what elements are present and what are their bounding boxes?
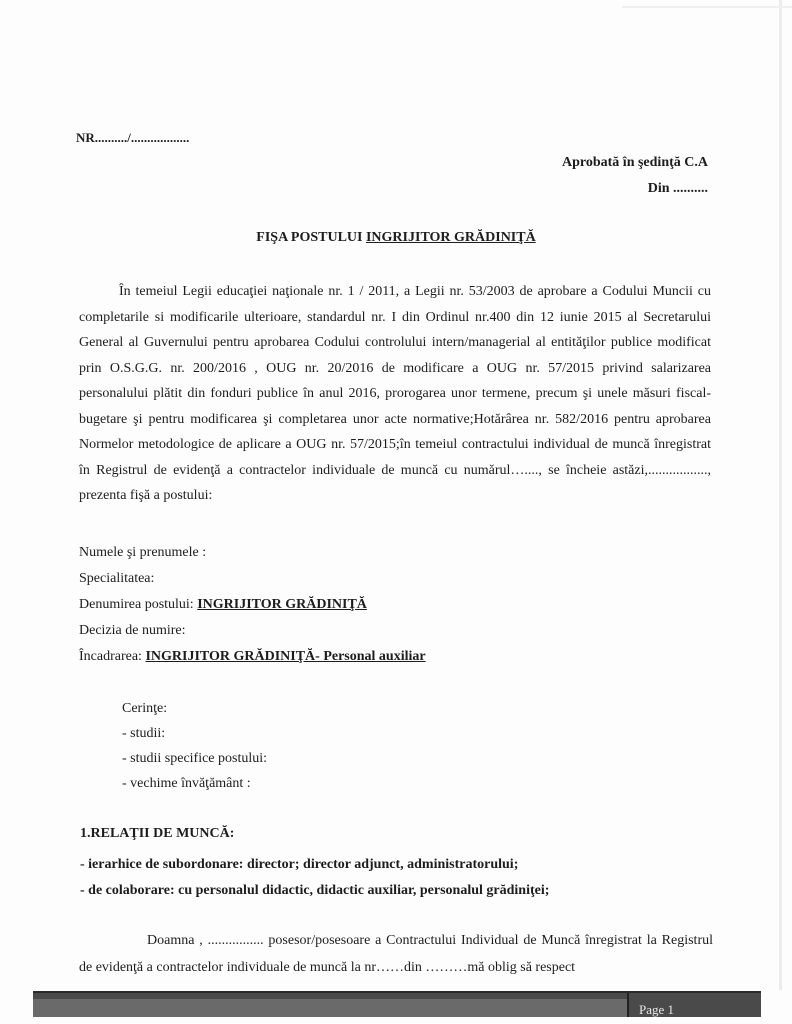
title-prefix: FIŞA POSTULUI: [256, 230, 366, 245]
hierarchical-relations: - ierarhice de subordonare: director; director adjunct, administratorului;: [80, 857, 519, 872]
collaboration-relations: - de colaborare: cu personalul didactic, didactic auxiliar, personalul grădiniţei;: [80, 883, 550, 898]
document-title: [0, 230, 792, 246]
requirement-item: - studii specifice postului:: [122, 751, 268, 766]
approval-block: [562, 150, 708, 202]
scan-edge-top: [622, 6, 792, 8]
scan-edge: [779, 0, 782, 990]
position-label: Denumirea postului:: [79, 597, 198, 612]
classification-field: [79, 644, 426, 670]
approval-date-line: Din ..........: [647, 181, 708, 196]
footer-separator: [627, 993, 629, 1017]
closing-paragraph: Doamna , ................ posesor/posesoare a Contractului Individual de Muncă înregistrat la Registrul de evidenţă a contractelor individuale de muncă la nr……din ………mă oblig să respect: [79, 933, 713, 975]
page-number: Page 1: [639, 1002, 675, 1017]
name-field: Numele şi prenumele :: [79, 545, 207, 560]
intro-paragraph: În temeiul Legii educaţiei naţionale nr. 1 / 2011, a Legii nr. 53/2003 de aprobare a Codului Muncii cu completarile si modificarile ulterioare, standardul nr. I din Ordinul nr.400 din 12 iunie 2015 al Secretarului General al Guvernului pentru aprobarea Codului controlului intern/managerial al entităţilor publice modificat prin O.S.G.G. nr. 200/2016 , OUG nr. 20/2016 de modificare a OUG nr. 57/2015 privind salarizarea personalului plătit din fonduri publice în anul 2016, prorogarea unor termene, precum şi unele măsuri fiscal-bugetare şi pentru modificarea şi completarea unor acte normative;Hotărârea nr. 582/2016 pentru aprobarea Normelor metodologice de aplicare a OUG nr. 57/2015;în temeiul contractului individual de muncă înregistrat în Registrul de evidenţă a contractelor individuale de muncă cu numărul…...., se încheie astăzi,................., prezenta fişă a postului:: [79, 284, 711, 503]
work-relations-heading: 1.RELAŢII DE MUNCĂ:: [80, 826, 235, 841]
approval-line: Aprobată în şedinţă C.A: [562, 155, 708, 170]
requirements-heading: Cerinţe:: [122, 701, 168, 716]
footer-band: [33, 999, 627, 1017]
page-footer: [33, 991, 761, 1017]
closing-section: [79, 927, 713, 981]
classification-value: INGRIJITOR GRĂDINIŢĂ- Personal auxiliar: [145, 649, 426, 664]
requirement-item: - vechime învăţământ :: [122, 776, 251, 791]
requirement-item: - studii:: [122, 726, 166, 741]
position-field: [79, 592, 426, 618]
requirements-list: [122, 696, 267, 796]
specialty-field: Specialitatea:: [79, 571, 155, 586]
employee-fields: [79, 540, 426, 670]
classification-label: Încadrarea:: [79, 649, 146, 664]
intro-section: [79, 279, 711, 509]
position-value: INGRIJITOR GRĂDINIŢĂ: [197, 597, 367, 612]
registration-number: NR........../..................: [76, 130, 190, 145]
decision-field: Decizia de numire:: [79, 623, 186, 638]
title-position: INGRIJITOR GRĂDINIŢĂ: [365, 230, 536, 245]
work-relations: [80, 852, 549, 904]
